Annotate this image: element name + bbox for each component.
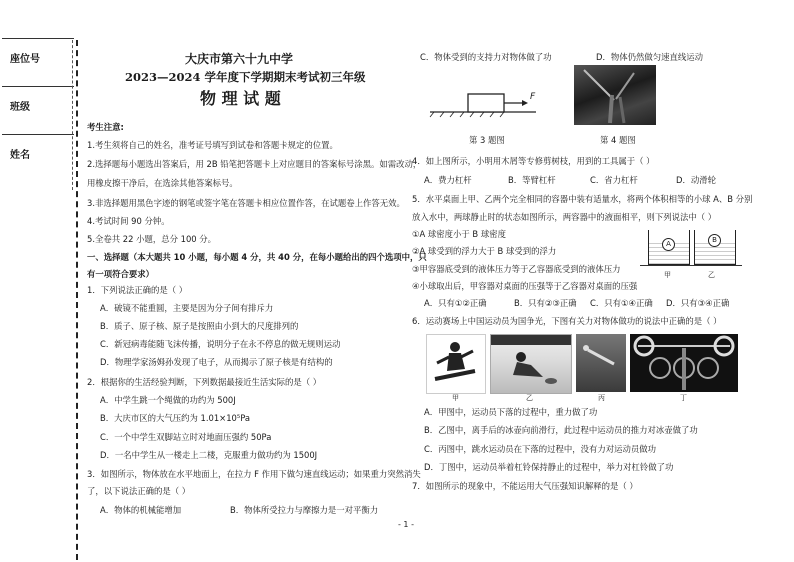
binding-cut-line bbox=[76, 40, 78, 560]
school-name: 大庆市第六十九中学 bbox=[185, 52, 294, 66]
diving-photo bbox=[576, 334, 626, 392]
q1-option-c: C．新冠病毒能随飞沫传播，说明分子在永不停息的做无规则运动 bbox=[100, 339, 341, 349]
q3-option-a: A．物体的机械能增加 bbox=[100, 505, 182, 515]
class-field-line bbox=[2, 86, 74, 87]
ball-a: A bbox=[662, 238, 675, 251]
seat-label: 座位号 bbox=[10, 54, 40, 65]
photo-ding-label: 丁 bbox=[680, 394, 687, 402]
q4-option-d: D．动滑轮 bbox=[676, 175, 716, 185]
q3-option-c: C．物体受到的支持力对物体做了功 bbox=[420, 52, 552, 62]
q4-stem: 4．如上图所示，小明用木屑等专修剪树枝，用到的工具属于（ ） bbox=[412, 156, 655, 166]
q2-option-c: C．一个中学生双脚站立时对地面压强约 50Pa bbox=[100, 432, 272, 442]
block-force-figure bbox=[428, 84, 540, 118]
q5-stem: 5．水平桌面上甲、乙两个完全相同的容器中装有适量水，将两个体积相等的小球 A、B 分别 bbox=[412, 194, 753, 204]
q2-option-b: B．大庆市区的大气压约为 1.01×10⁵Pa bbox=[100, 413, 251, 423]
notice-item: 5.全卷共 22 小题，总分 100 分。 bbox=[87, 234, 217, 244]
q2-stem: 2．根据你的生活经验判断，下列数据最接近生活实际的是（ ） bbox=[87, 377, 322, 387]
table-line bbox=[640, 265, 742, 266]
curling-photo bbox=[490, 334, 572, 394]
class-label: 班级 bbox=[10, 102, 30, 113]
name-label: 姓名 bbox=[10, 150, 30, 161]
binding-inner-line bbox=[72, 40, 73, 190]
q3-option-d: D．物体仍然做匀速直线运动 bbox=[596, 52, 703, 62]
container-yi-label: 乙 bbox=[708, 271, 715, 279]
q1-stem: 1．下列说法正确的是（ ） bbox=[87, 285, 188, 295]
photo-jia-label: 甲 bbox=[452, 394, 459, 402]
weightlifting-photo bbox=[630, 334, 738, 392]
q6-stem: 6．运动赛场上中国运动员为国争光，下图有关力对物体做功的说法中正确的是（ ） bbox=[412, 316, 722, 326]
q5-stem-cont: 放入水中，两球静止时的状态如图所示，两容器中的液面相平，则下列说法中（ ） bbox=[412, 212, 717, 222]
photo-yi-label: 乙 bbox=[526, 394, 533, 402]
q3-option-b: B．物体所受拉力与摩擦力是一对平衡力 bbox=[230, 505, 379, 515]
force-label: F bbox=[530, 92, 536, 102]
binding-strip bbox=[0, 38, 78, 188]
q7-stem: 7．如图所示的现象中，不能运用大气压强知识解释的是（ ） bbox=[412, 481, 638, 491]
q6-option-d: D．丁图中，运动员举着杠铃保持静止的过程中，举力对杠铃做了功 bbox=[424, 462, 674, 472]
fig4-caption: 第 4 题图 bbox=[600, 135, 636, 145]
q5-option-a: A．只有①②正确 bbox=[424, 298, 487, 308]
q4-option-c: C．省力杠杆 bbox=[590, 175, 638, 185]
q1-option-b: B．质子、原子核、原子是按照由小到大的尺度排列的 bbox=[100, 321, 299, 331]
ball-b: B bbox=[708, 234, 721, 247]
container-jia bbox=[648, 230, 690, 265]
page-number: - 1 - bbox=[398, 520, 414, 529]
exam-term: 2023—2024 学年度下学期期末考试初三年级 bbox=[125, 70, 366, 84]
notice-item: 用橡皮擦干净后，在选涂其他答案标号。 bbox=[87, 178, 238, 188]
q1-option-d: D．物理学家汤姆孙发现了电子，从而揭示了原子核是有结构的 bbox=[100, 357, 333, 367]
pruning-photo bbox=[574, 65, 656, 125]
container-jia-label: 甲 bbox=[664, 271, 671, 279]
photo-bing-label: 丙 bbox=[598, 394, 605, 402]
fig3-caption: 第 3 题图 bbox=[469, 135, 505, 145]
block bbox=[468, 94, 504, 112]
section-heading-cont: 有一项符合要求） bbox=[87, 269, 154, 279]
q5-statement-1: ①A 球密度小于 B 球密度 bbox=[412, 229, 506, 239]
q3-stem-cont: 了，以下说法正确的是（ ） bbox=[87, 486, 191, 496]
q5-option-c: C．只有①④正确 bbox=[590, 298, 653, 308]
q5-statement-2: ②A 球受到的浮力大于 B 球受到的浮力 bbox=[412, 246, 557, 256]
container-yi bbox=[694, 230, 736, 265]
q5-statement-4: ④小球取出后，甲容器对桌面的压强等于乙容器对桌面的压强 bbox=[412, 281, 638, 291]
q5-option-d: D．只有③④正确 bbox=[666, 298, 730, 308]
notice-item: 2.选择题每小题选出答案后，用 2B 铅笔把答题卡上对应题目的答案标号涂黑。如需改动， bbox=[87, 159, 422, 169]
q2-option-a: A．中学生跳一个绳做的功约为 500J bbox=[100, 395, 236, 405]
q4-option-b: B．等臂杠杆 bbox=[508, 175, 556, 185]
q1-option-a: A．破镜不能重圆，主要是因为分子间有排斥力 bbox=[100, 303, 274, 313]
notice-item: 3.非选择题用黑色字迹的钢笔或签字笔在答题卡相应位置作答，在试题卷上作答无效。 bbox=[87, 198, 405, 208]
subject-title: 物 理 试 题 bbox=[200, 89, 281, 108]
q2-option-d: D．一名中学生从一楼走上二楼，克服重力做功约为 1500J bbox=[100, 450, 318, 460]
q5-statement-3: ③甲容器底受到的液体压力等于乙容器底受到的液体压力 bbox=[412, 264, 621, 274]
q3-stem: 3．如图所示，物体放在水平地面上，在拉力 F 作用下做匀速直线运动；如果重力突然消失 bbox=[87, 469, 421, 479]
notice-item: 1.考生须将自己的姓名，准考证号填写到试卷和答题卡规定的位置。 bbox=[87, 140, 338, 150]
q5-option-b: B．只有②③正确 bbox=[514, 298, 577, 308]
q6-option-b: B．乙图中，离手后的冰壶向前滑行，此过程中运动员的推力对冰壶做了功 bbox=[424, 425, 698, 435]
notice-heading: 考生注意: bbox=[87, 122, 124, 132]
snowboard-photo bbox=[426, 334, 486, 394]
q6-option-a: A．甲图中，运动员下落的过程中，重力做了功 bbox=[424, 407, 598, 417]
section-heading: 一、选择题（本大题共 10 小题，每小题 4 分，共 40 分，在每小题给出的四个选项中，只 bbox=[87, 252, 427, 262]
notice-item: 4.考试时间 90 分钟。 bbox=[87, 216, 170, 226]
q6-option-c: C．丙图中，跳水运动员在下落的过程中，没有力对运动员做功 bbox=[424, 444, 656, 454]
q4-option-a: A．费力杠杆 bbox=[424, 175, 472, 185]
name-field-line bbox=[2, 134, 74, 135]
seat-field-line bbox=[2, 38, 74, 39]
